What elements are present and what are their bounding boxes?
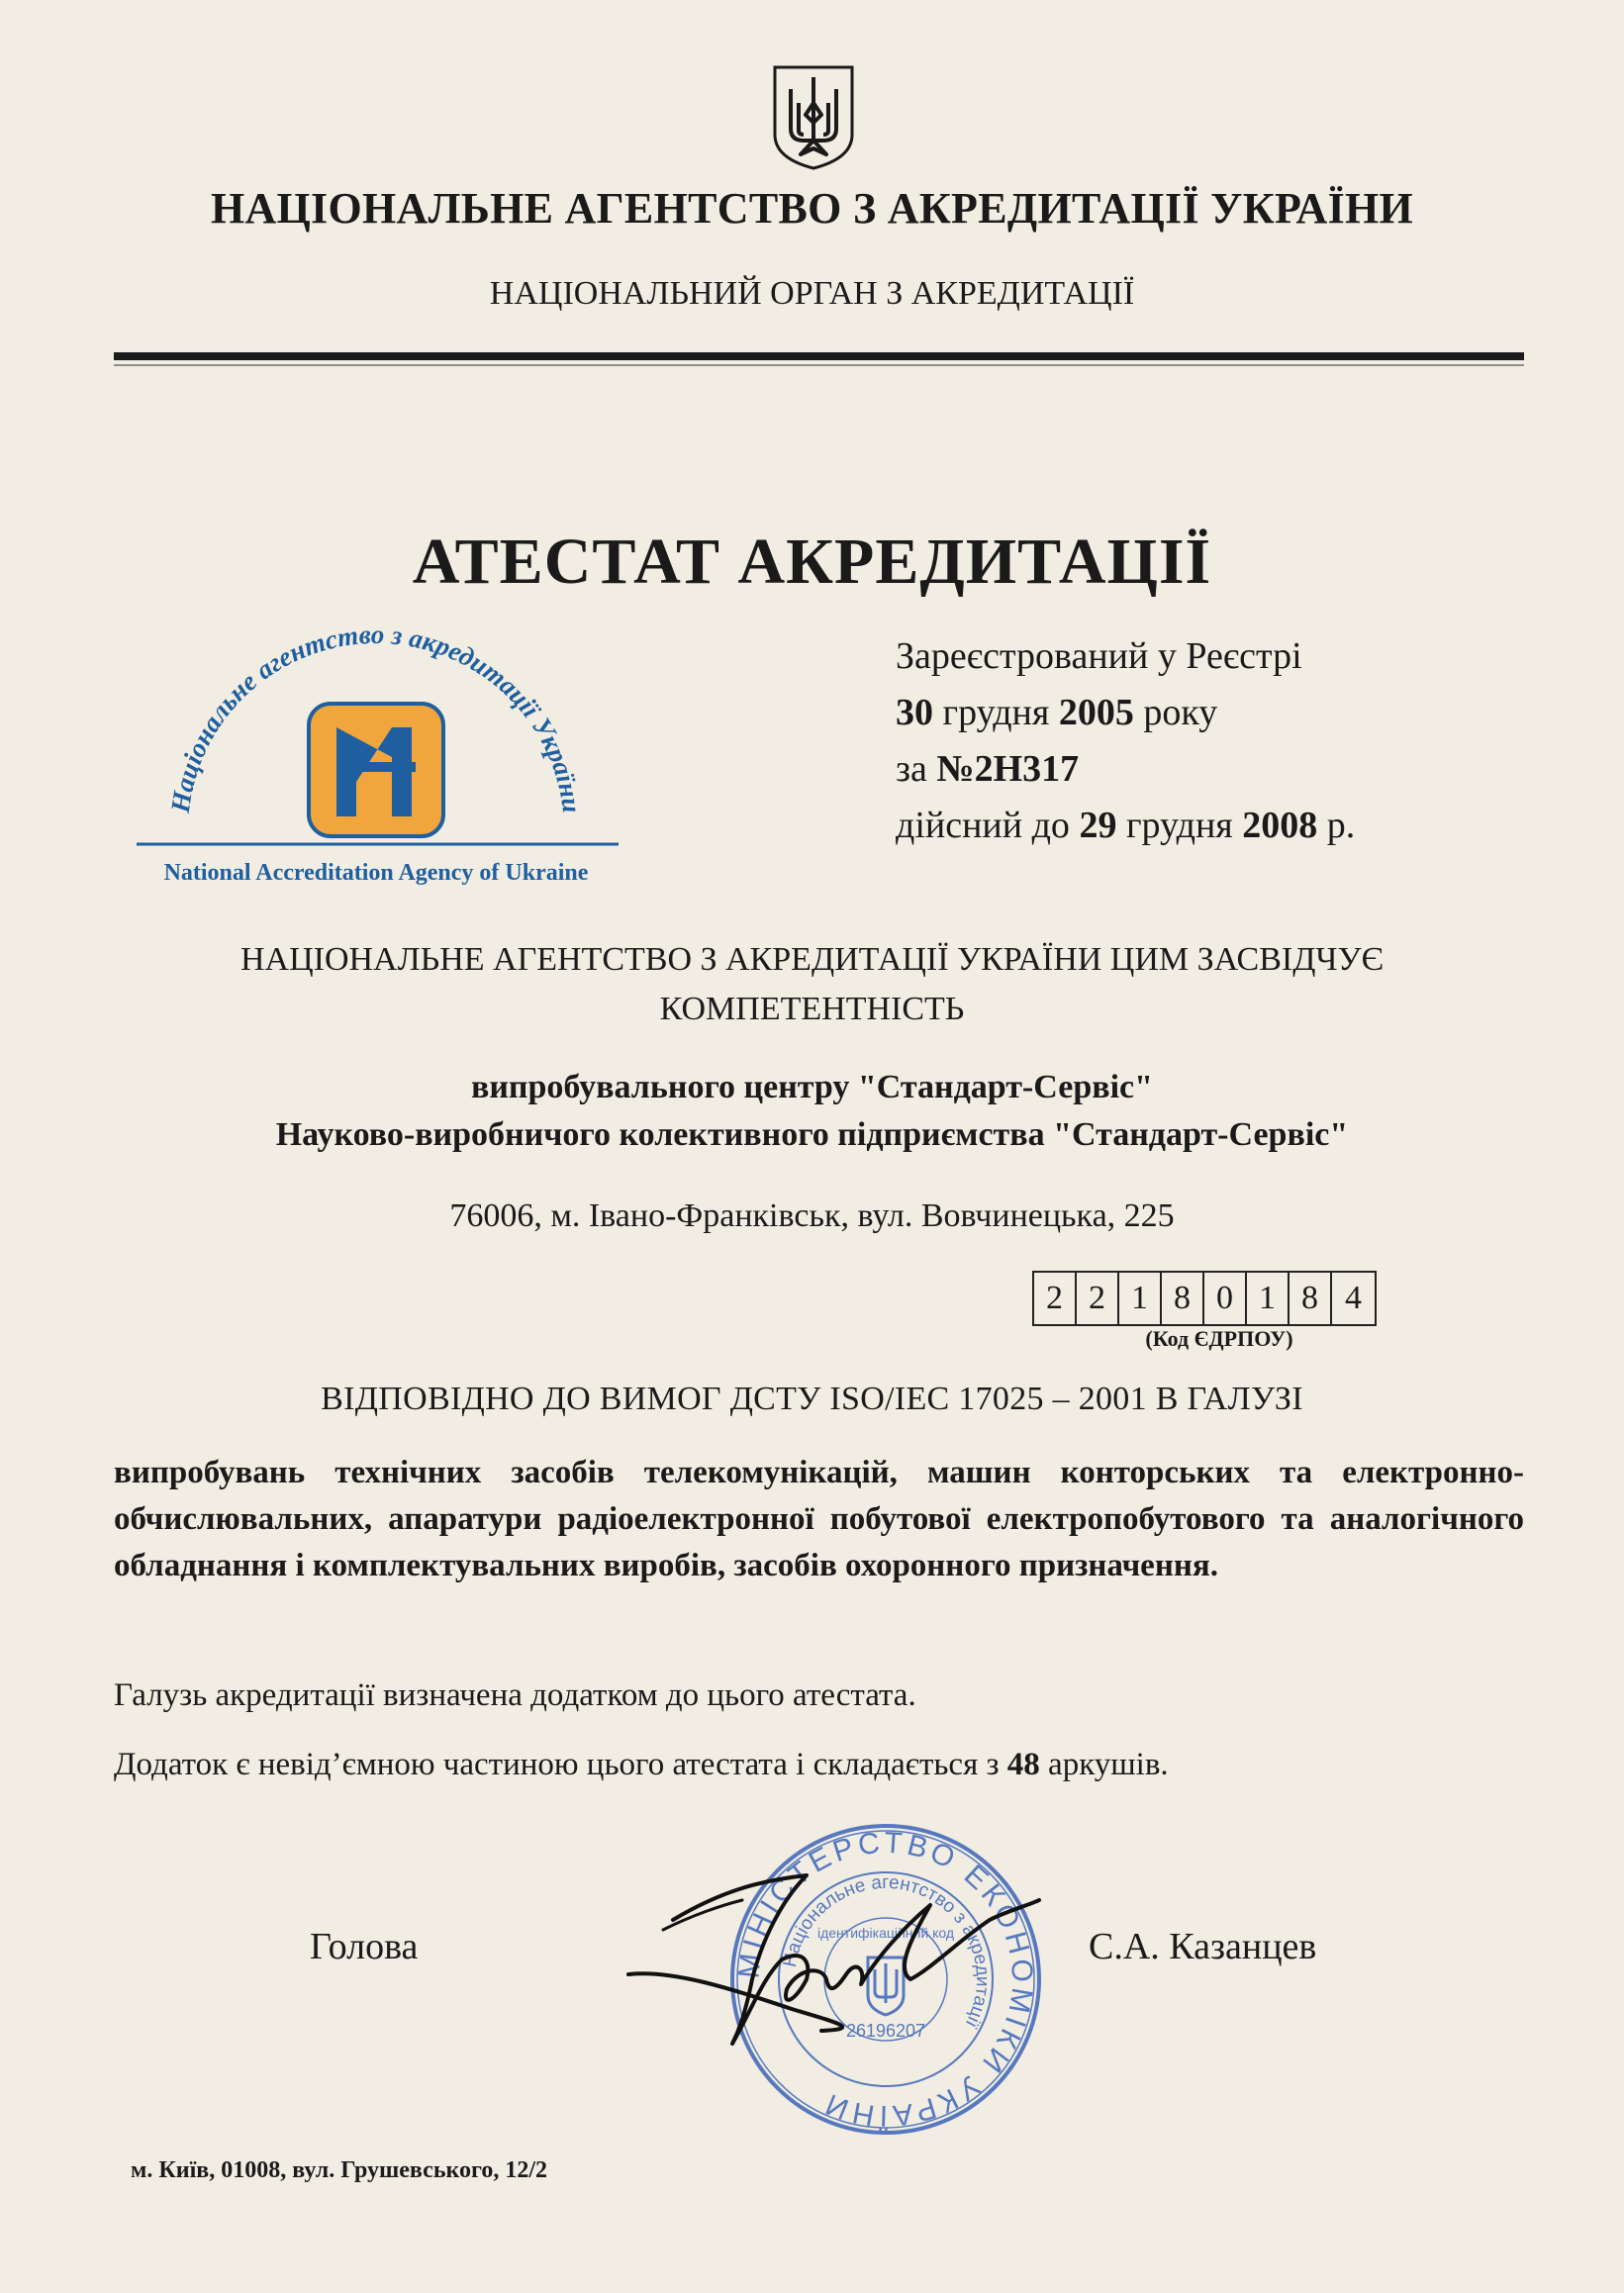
agency-logo — [119, 619, 633, 896]
certificate-title: АТЕСТАТ АКРЕДИТАЦІЇ — [412, 525, 1212, 598]
requirements-statement: ВІДПОВІДНО ДО ВИМОГ ДСТУ ISO/IEC 17025 – 2001 В ГАЛУЗІ — [321, 1381, 1303, 1417]
logo-arc-text: Національне агентство з акредитації України — [164, 619, 588, 815]
logo-caption: National Accreditation Agency of Ukraine — [163, 860, 589, 886]
svg-text:ідентифікаційний код: ідентифікаційний код — [816, 1925, 955, 1941]
svg-text:Національне агентство з акреди: Національне агентство з акредитації — [779, 1871, 994, 2032]
svg-text:МІНІСТЕРСТВО ЕКОНОМІКИ УКРАЇНИ: МІНІСТЕРСТВО ЕКОНОМІКИ УКРАЇНИ — [732, 1826, 1039, 2133]
certifies-statement: НАЦІОНАЛЬНЕ АГЕНТСТВО З АКРЕДИТАЦІЇ УКРАЇНИ ЦИМ ЗАСВІДЧУЄ КОМПЕТЕНТНІСТЬ — [239, 941, 1385, 1027]
edrpou-digit: 4 — [1345, 1280, 1362, 1316]
edrpou-code — [1032, 1271, 1377, 1326]
scope-note: Галузь акредитації визначена додатком до цього атестата. — [114, 1677, 916, 1713]
signatory-name: С.А. Казанцев — [1089, 1926, 1317, 1967]
registration-validity: дійсний до 29 грудня 2008 р. — [896, 805, 1356, 846]
registration-line: Зареєстрований у Реєстрі — [896, 635, 1302, 677]
edrpou-digit: 2 — [1034, 1273, 1077, 1324]
edrpou-digit: 0 — [1204, 1273, 1247, 1324]
edrpou-digit: 2 — [1077, 1273, 1119, 1324]
organization-name: випробувального центру "Стандарт-Сервіс" — [470, 1069, 1153, 1105]
header-divider-thin — [114, 364, 1524, 366]
trident-emblem-icon — [771, 63, 856, 172]
agency-title: НАЦІОНАЛЬНЕ АГЕНТСТВО З АКРЕДИТАЦІЇ УКРАЇНИ — [210, 184, 1414, 233]
edrpou-label: (Код ЄДРПОУ) — [1145, 1326, 1293, 1351]
edrpou-digit: 1 — [1119, 1273, 1162, 1324]
registration-number: за №2Н317 — [896, 748, 1080, 790]
edrpou-digit: 8 — [1162, 1273, 1204, 1324]
footer-address: м. Київ, 01008, вул. Грушевського, 12/2 — [131, 2157, 547, 2183]
agency-subtitle: НАЦІОНАЛЬНИЙ ОРГАН З АКРЕДИТАЦІЇ — [489, 275, 1135, 312]
registration-block — [896, 628, 1355, 854]
handwritten-signature — [614, 1861, 1049, 2058]
signatory-role: Голова — [310, 1926, 419, 1967]
edrpou-digit: 8 — [1290, 1273, 1332, 1324]
organization-address: 76006, м. Івано-Франківськ, вул. Вовчинецька, 225 — [449, 1197, 1175, 1234]
registration-date: 30 грудня 2005 року — [896, 692, 1218, 733]
annex-note: Додаток є невід’ємною частиною цього атестата і складається з 48 аркушів. — [114, 1747, 1169, 1782]
header-divider — [114, 352, 1524, 360]
edrpou-digit: 1 — [1247, 1273, 1290, 1324]
organization-parent: Науково-виробничого колективного підприємства "Стандарт-Сервіс" — [275, 1116, 1349, 1153]
svg-text:26196207: 26196207 — [845, 2021, 926, 2041]
accreditation-scope: випробувань технічних засобів телекомунікацій, машин конторських та електронно-обчислювальних, апаратури радіоелектронної побутової електропобутового та аналогічного обладнання і комплектувальних виробів, засобів охоронного призначення. — [114, 1455, 1524, 1583]
